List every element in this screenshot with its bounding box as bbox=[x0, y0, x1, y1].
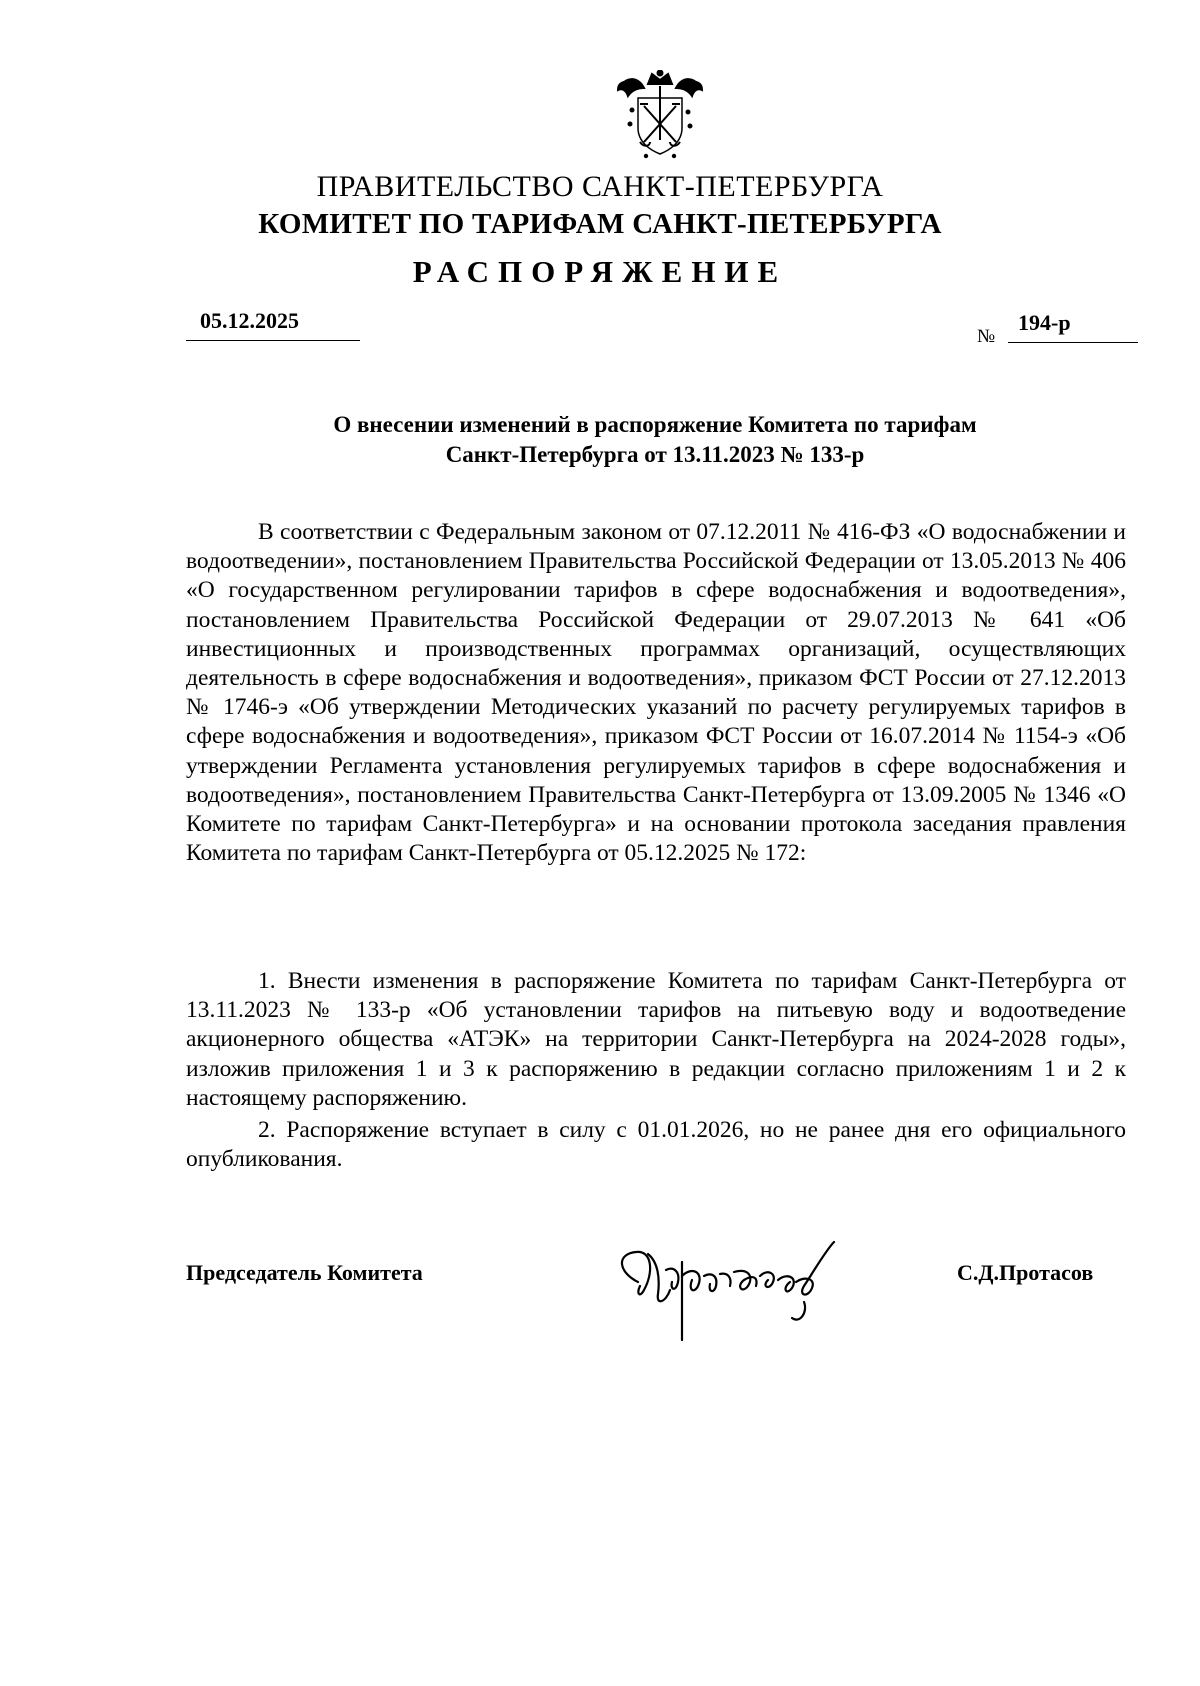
number-sign: № bbox=[977, 326, 996, 347]
signatory-name: С.Д.Протасов bbox=[957, 1260, 1094, 1285]
document-number: 194-р bbox=[1008, 310, 1138, 343]
document-date: 05.12.2025 bbox=[186, 308, 360, 341]
government-heading: ПРАВИТЕЛЬСТВО САНКТ-ПЕТЕРБУРГА bbox=[316, 170, 884, 203]
document-title-line-2: Санкт-Петербурга от 13.11.2023 № 133-р bbox=[445, 442, 865, 467]
document-title bbox=[180, 410, 1130, 470]
preamble-paragraph: В соответствии с Федеральным законом от 07.12.2011 № 416-ФЗ «О водоснабжении и водоотведении», постановлением Правительства Российской Федерации от 13.05.2013 № 406 «О государственном регулировании тарифов в сфере водоснабжения и водоотведения», постановлением Правительства Российской Федерации от 29.07.2013 № 641 «Об инвестиционных и производственных программах организаций, осуществляющих деятельность в сфере водоснабжения и водоотведения», приказом ФСТ России от 27.12.2013 № 1746-э «Об утверждении Методических указаний по расчету регулируемых тарифов в сфере водоснабжения и водоотведения», приказом ФСТ России от 16.07.2014 № 1154-э «Об утверждении Регламента установления регулируемых тарифов в сфере водоснабжения и водоотведения», постановлением Правительства Санкт-Петербурга от 13.09.2005 № 1346 «О Комитете по тарифам Санкт-Петербурга» и на основании протокола заседания правления Комитета по тарифам Санкт-Петербурга от 05.12.2025 № 172: bbox=[186, 519, 1126, 867]
handwritten-signature bbox=[608, 1232, 858, 1342]
document-title-line-1: О внесении изменений в распоряжение Комитета по тарифам bbox=[333, 412, 977, 437]
committee-heading: КОМИТЕТ ПО ТАРИФАМ САНКТ-ПЕТЕРБУРГА bbox=[258, 208, 942, 240]
document-type-heading: РАСПОРЯЖЕНИЕ bbox=[412, 254, 788, 289]
coat-of-arms-icon bbox=[610, 70, 710, 162]
item-2-paragraph: 2. Распоряжение вступает в силу с 01.01.2026, но не ранее дня его официального опубликования. bbox=[186, 1117, 1126, 1173]
signatory-role: Председатель Комитета bbox=[186, 1260, 423, 1285]
item-1-paragraph: 1. Внести изменения в распоряжение Комитета по тарифам Санкт-Петербурга от 13.11.2023 № 133-р «Об установлении тарифов на питьевую воду и водоотведение акционерного общества «АТЭК» на территории Санкт-Петербурга на 2024-2028 годы», изложив приложения 1 и 3 к распоряжению в редакции согласно приложениям 1 и 2 к настоящему распоряжению. bbox=[186, 968, 1126, 1111]
